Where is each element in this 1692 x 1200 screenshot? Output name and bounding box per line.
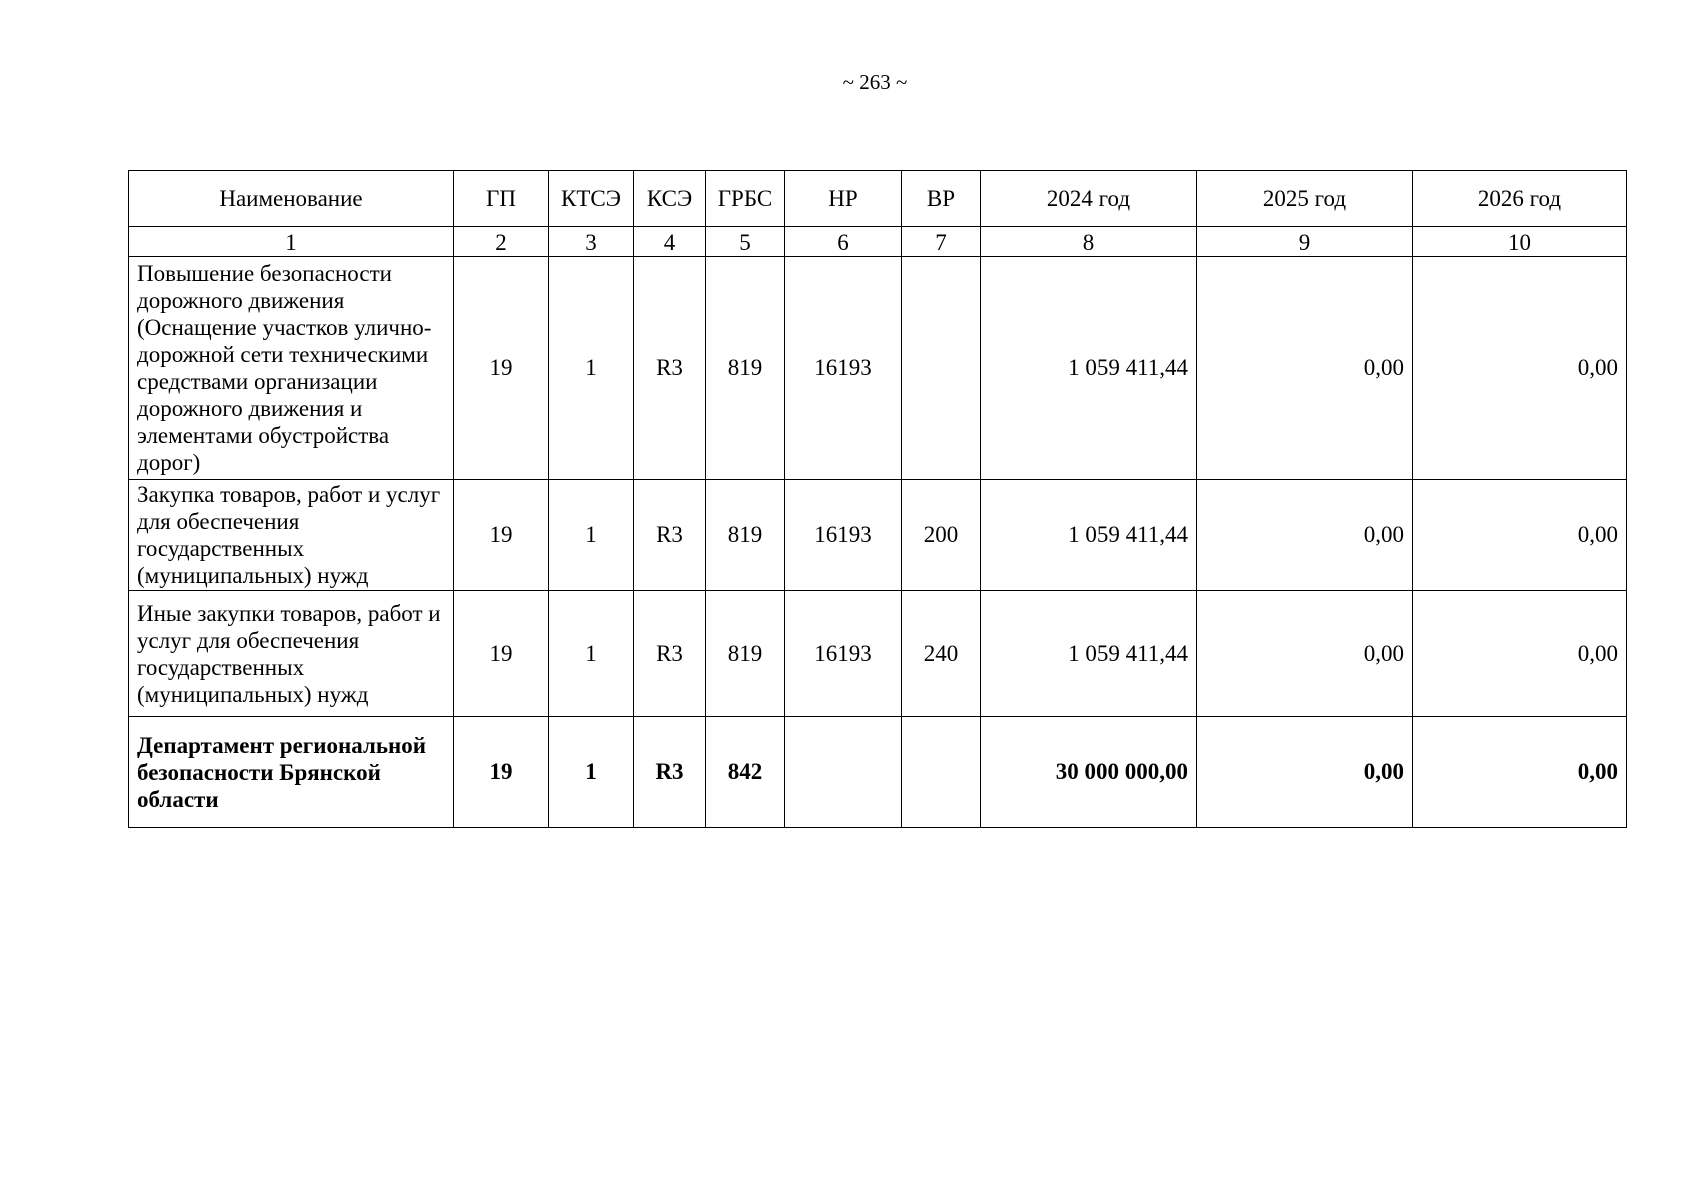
header-gp: ГП [454, 171, 549, 227]
column-number: 6 [785, 227, 902, 257]
cell-2026: 0,00 [1413, 480, 1627, 591]
header-vr: ВР [902, 171, 981, 227]
cell-2026: 0,00 [1413, 717, 1627, 828]
column-number: 8 [981, 227, 1197, 257]
table-row [129, 717, 1627, 828]
cell-2025: 0,00 [1197, 480, 1413, 591]
cell-ktse: 1 [549, 257, 634, 480]
cell-2024: 1 059 411,44 [981, 591, 1197, 717]
column-number: 7 [902, 227, 981, 257]
cell-vr: 200 [902, 480, 981, 591]
cell-2026: 0,00 [1413, 257, 1627, 480]
cell-2026: 0,00 [1413, 591, 1627, 717]
header-ktse: КТСЭ [549, 171, 634, 227]
cell-nr: 16193 [785, 480, 902, 591]
cell-grbs: 842 [706, 717, 785, 828]
page-number: ~ 263 ~ [842, 70, 908, 94]
cell-grbs: 819 [706, 591, 785, 717]
column-number: 5 [706, 227, 785, 257]
cell-2025: 0,00 [1197, 591, 1413, 717]
header-kse: КСЭ [634, 171, 706, 227]
cell-gp: 19 [454, 480, 549, 591]
cell-vr: 240 [902, 591, 981, 717]
column-number-row [129, 227, 1627, 257]
cell-ktse: 1 [549, 480, 634, 591]
column-number: 2 [454, 227, 549, 257]
column-number: 4 [634, 227, 706, 257]
budget-table [128, 170, 1627, 828]
cell-kse: R3 [634, 480, 706, 591]
column-number: 10 [1413, 227, 1627, 257]
header-grbs: ГРБС [706, 171, 785, 227]
cell-nr: 16193 [785, 591, 902, 717]
cell-gp: 19 [454, 591, 549, 717]
cell-name: Закупка товаров, работ и услуг для обеспечения государственных (муниципальных) нужд [129, 480, 454, 591]
cell-2024: 30 000 000,00 [981, 717, 1197, 828]
column-number: 9 [1197, 227, 1413, 257]
header-2024: 2024 год [981, 171, 1197, 227]
cell-name: Иные закупки товаров, работ и услуг для обеспечения государственных (муниципальных) нужд [129, 591, 454, 717]
cell-kse: R3 [634, 591, 706, 717]
cell-ktse: 1 [549, 591, 634, 717]
column-number: 3 [549, 227, 634, 257]
cell-vr [902, 717, 981, 828]
cell-name: Повышение безопасности дорожного движения (Оснащение участков улично-дорожной сети техническими средствами организации дорожного движения и элементами обустройства дорог) [129, 257, 454, 480]
header-2025: 2025 год [1197, 171, 1413, 227]
cell-name: Департамент региональной безопасности Брянской области [129, 717, 454, 828]
cell-2024: 1 059 411,44 [981, 480, 1197, 591]
header-nr: НР [785, 171, 902, 227]
table-row [129, 480, 1627, 591]
header-name: Наименование [129, 171, 454, 227]
cell-ktse: 1 [549, 717, 634, 828]
cell-nr: 16193 [785, 257, 902, 480]
cell-2025: 0,00 [1197, 257, 1413, 480]
cell-gp: 19 [454, 717, 549, 828]
cell-vr [902, 257, 981, 480]
table-row [129, 591, 1627, 717]
cell-2025: 0,00 [1197, 717, 1413, 828]
cell-2024: 1 059 411,44 [981, 257, 1197, 480]
header-row [129, 171, 1627, 227]
table-row [129, 257, 1627, 480]
cell-grbs: 819 [706, 480, 785, 591]
column-number: 1 [129, 227, 454, 257]
cell-nr [785, 717, 902, 828]
cell-grbs: 819 [706, 257, 785, 480]
header-2026: 2026 год [1413, 171, 1627, 227]
cell-kse: R3 [634, 717, 706, 828]
cell-kse: R3 [634, 257, 706, 480]
cell-gp: 19 [454, 257, 549, 480]
